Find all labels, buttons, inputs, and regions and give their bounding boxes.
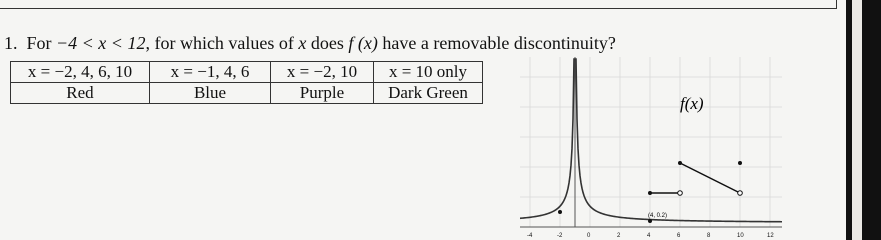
labeled-point xyxy=(648,219,652,223)
previous-item-border xyxy=(0,0,837,9)
answer-choices-table xyxy=(10,61,483,104)
question-func: f (x) xyxy=(348,33,378,53)
isolated-point xyxy=(738,161,742,165)
x-tick-label: 8 xyxy=(707,233,711,239)
page-edge-bar-right xyxy=(862,0,881,240)
question-mid2: does xyxy=(306,33,349,53)
function-graph xyxy=(520,55,782,240)
choice-color: Red xyxy=(11,83,150,104)
choice-color: Blue xyxy=(150,83,271,104)
x-tick-label: -2 xyxy=(557,233,563,239)
endpoint-closed xyxy=(678,161,682,165)
question-tail: have a removable discontinuity? xyxy=(377,33,616,53)
endpoint-open xyxy=(738,191,743,196)
page-edge-gap xyxy=(852,0,862,240)
x-tick-label: 6 xyxy=(677,233,681,239)
question-mid: , for which values of xyxy=(145,33,299,53)
question-lead: For xyxy=(26,33,57,53)
curve-point xyxy=(558,210,562,214)
question-number: 1. xyxy=(4,33,18,53)
question-text xyxy=(4,33,616,54)
question-var: x xyxy=(298,33,307,53)
x-tick-label: 4 xyxy=(647,233,651,239)
question-inequality: −4 < x < 12 xyxy=(56,33,146,53)
endpoint-closed xyxy=(648,191,652,195)
x-tick-label: 0 xyxy=(587,233,591,239)
choice-value: x = −2, 10 xyxy=(271,62,374,83)
x-tick-labels xyxy=(527,233,774,239)
point-label: (4, 0.2) xyxy=(648,213,668,219)
grid-lines xyxy=(520,57,782,227)
x-tick-label: -4 xyxy=(527,233,533,239)
x-tick-label: 12 xyxy=(767,233,774,239)
endpoint-open xyxy=(678,191,683,196)
choice-value: x = −1, 4, 6 xyxy=(150,62,271,83)
function-label: f(x) xyxy=(680,94,704,113)
x-tick-label: 2 xyxy=(617,233,621,239)
choice-color: Dark Green xyxy=(374,83,483,104)
x-tick-label: 10 xyxy=(737,233,744,239)
choice-value: x = 10 only xyxy=(374,62,483,83)
choice-value: x = −2, 4, 6, 10 xyxy=(11,62,150,83)
choice-color: Purple xyxy=(271,83,374,104)
